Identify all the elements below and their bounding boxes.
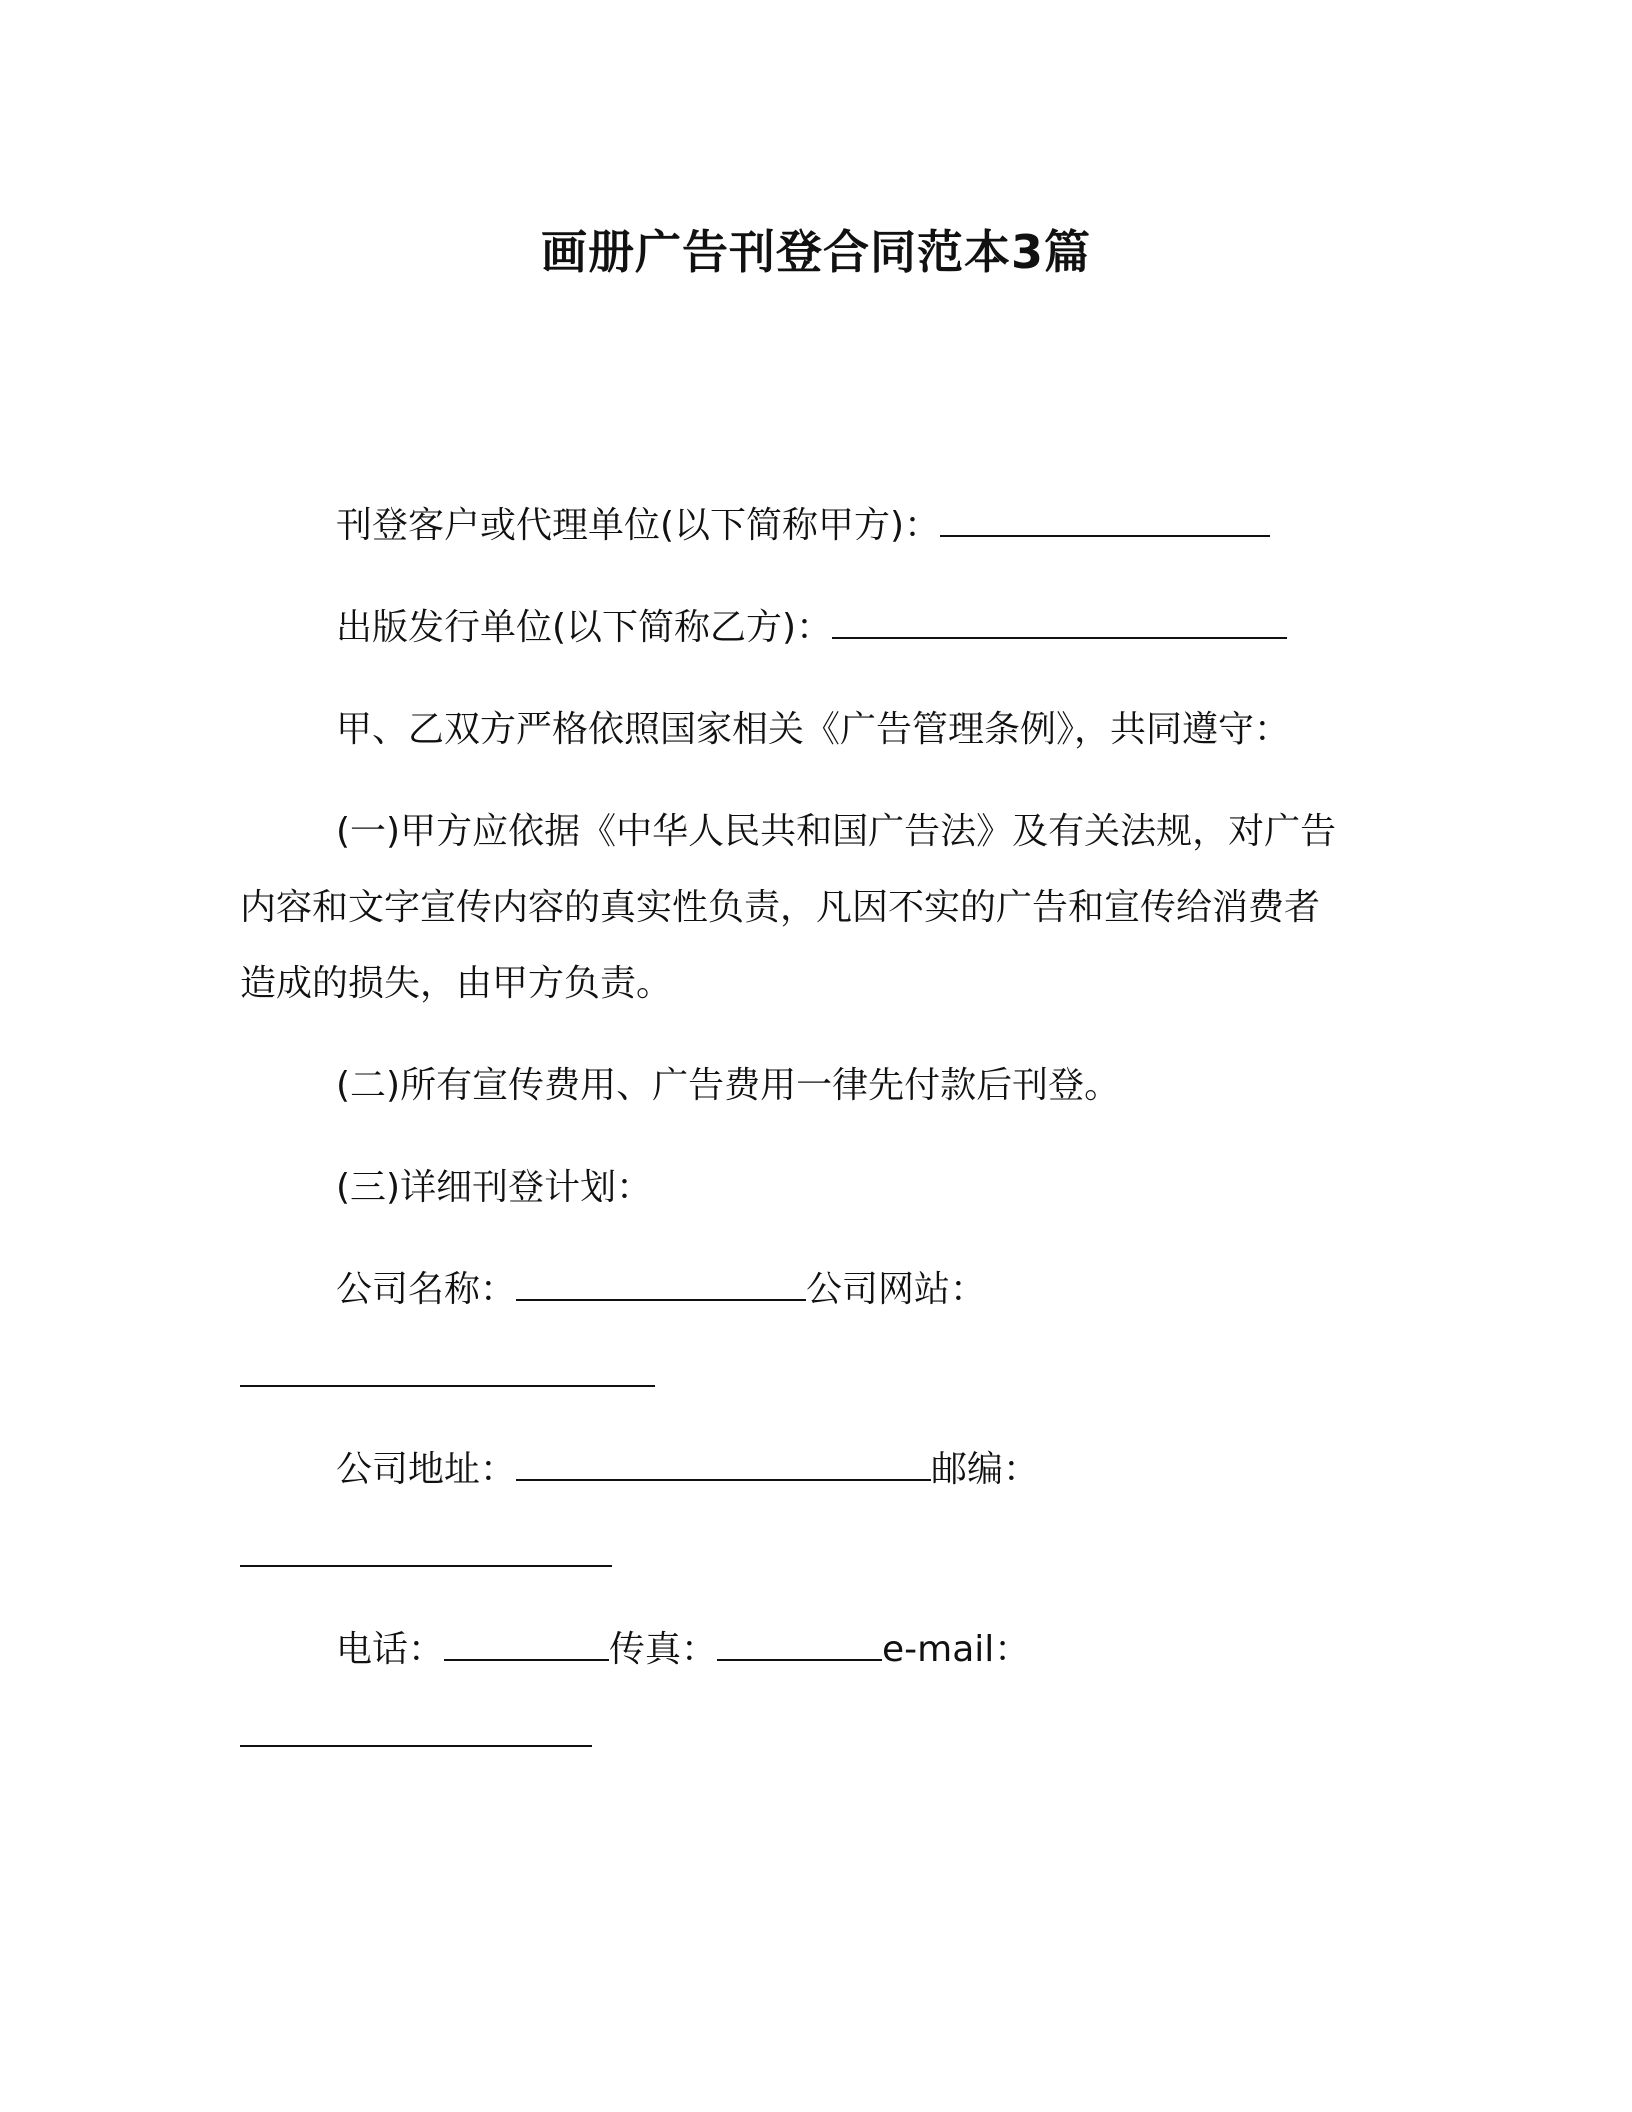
party-a-label: 刊登客户或代理单位(以下简称甲方)： — [336, 505, 941, 546]
fax-blank[interactable] — [717, 1629, 882, 1661]
company-name-label: 公司名称： — [336, 1269, 517, 1310]
postcode-line — [240, 1532, 612, 1580]
company-name-blank[interactable] — [516, 1269, 806, 1301]
contact-line — [336, 1626, 1030, 1674]
clause-1-line-2: 内容和文字宣传内容的真实性负责，凡因不实的广告和宣传给消费者 — [240, 887, 1321, 928]
party-b-line — [336, 604, 1287, 652]
party-a-line — [336, 502, 1270, 550]
company-name-line — [336, 1266, 986, 1314]
company-address-label: 公司地址： — [336, 1449, 517, 1490]
fax-label: 传真： — [609, 1629, 718, 1670]
party-b-blank[interactable] — [832, 607, 1287, 639]
document-title: 画册广告刊登合同范本3篇 — [540, 225, 1091, 279]
company-website-blank[interactable] — [240, 1355, 655, 1387]
party-b-label: 出版发行单位(以下简称乙方)： — [336, 607, 833, 648]
email-label: e-mail： — [882, 1629, 1031, 1670]
phone-blank[interactable] — [444, 1629, 609, 1661]
company-address-blank[interactable] — [516, 1449, 931, 1481]
company-address-line — [336, 1446, 1039, 1494]
clause-1-line-1: (一)甲方应依据《中华人民共和国广告法》及有关法规，对广告 — [336, 811, 1337, 852]
party-a-blank[interactable] — [940, 505, 1270, 537]
email-blank[interactable] — [240, 1715, 592, 1747]
postcode-blank[interactable] — [240, 1535, 612, 1567]
company-website-label: 公司网站： — [806, 1269, 987, 1310]
clause-3-text: (三)详细刊登计划： — [336, 1167, 653, 1208]
postcode-label: 邮编： — [931, 1449, 1040, 1490]
company-website-line — [240, 1352, 655, 1400]
clause-2-text: (二)所有宣传费用、广告费用一律先付款后刊登。 — [336, 1065, 1121, 1106]
preamble-text: 甲、乙双方严格依照国家相关《广告管理条例》，共同遵守： — [336, 709, 1291, 750]
email-line — [240, 1712, 592, 1760]
phone-label: 电话： — [336, 1629, 445, 1670]
clause-1-line-3: 造成的损失，由甲方负责。 — [240, 963, 673, 1004]
